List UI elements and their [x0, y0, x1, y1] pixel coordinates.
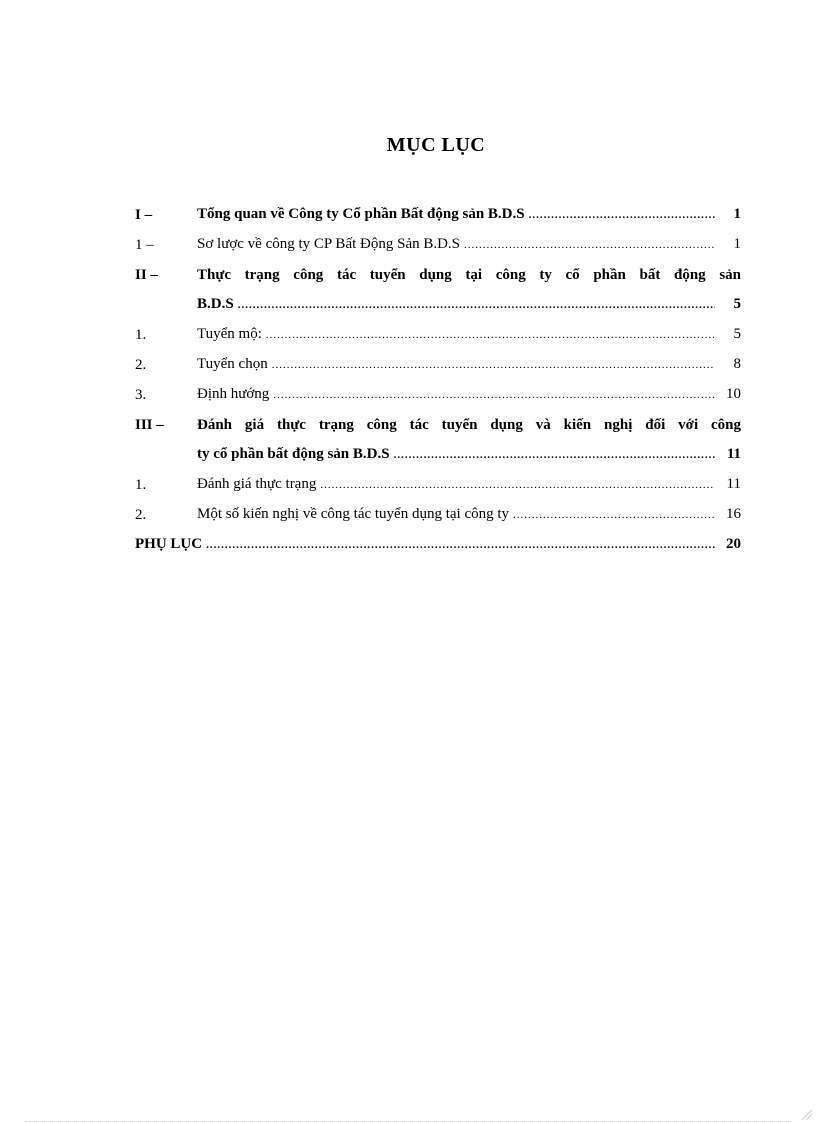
- toc-entry[interactable]: [135, 410, 741, 440]
- toc-entry-body: [197, 473, 741, 496]
- toc-entry-number: 1.: [135, 327, 147, 343]
- toc-entry-continuation[interactable]: [135, 290, 741, 320]
- toc-entry-body: [197, 293, 741, 316]
- toc-entry-text: Tổng quan về Công ty Cổ phần Bất động sản B.D.S: [197, 206, 525, 222]
- toc-entry-page: 16: [726, 506, 741, 522]
- toc-entry-number: 1.: [135, 477, 147, 493]
- toc-dot-leader: [266, 324, 715, 346]
- toc-entry-text: ty cổ phần bất động sản B.D.S: [197, 446, 390, 462]
- toc-entry[interactable]: [135, 470, 741, 500]
- toc-entry-body: [197, 414, 741, 436]
- toc-entry-text: Đánh giá thực trạng: [197, 476, 317, 492]
- toc-entry-text: Một số kiến nghị về công tác tuyển dụng tại công ty: [197, 506, 510, 522]
- toc-entry-number: I –: [135, 207, 153, 223]
- toc-entry-body: [197, 383, 741, 406]
- toc-entry-page: 20: [726, 536, 741, 552]
- toc-entry-text: Thực trạng công tác tuyển dụng tại công ty cổ phần bất động sản: [197, 267, 741, 283]
- toc-entry-text: PHỤ LỤC: [135, 536, 203, 552]
- toc-entry-page: 5: [733, 296, 741, 312]
- toc-entry-body: [135, 533, 741, 556]
- page-bottom-divider: [25, 1121, 791, 1122]
- toc-entry-page: 8: [733, 356, 741, 372]
- toc-entry-body: [197, 503, 741, 526]
- toc-entry-text: Định hướng: [197, 386, 270, 402]
- toc-entry-page: 1: [733, 206, 741, 222]
- toc-dot-leader: [394, 444, 715, 466]
- toc-entry-number: 2.: [135, 507, 147, 523]
- toc-entry-body: [197, 233, 741, 256]
- toc-entry[interactable]: [135, 350, 741, 380]
- toc-entry-body: [197, 203, 741, 226]
- corner-mark-icon: [802, 1110, 812, 1120]
- toc-dot-leader: [272, 354, 715, 376]
- toc-entry-number: 1 –: [135, 237, 154, 253]
- toc-entry-text: Đánh giá thực trạng công tác tuyển dụng và kiến nghị đối với công: [197, 417, 741, 433]
- toc-entry-number: 3.: [135, 387, 147, 403]
- toc-entry-text: Tuyển mộ:: [197, 326, 262, 342]
- toc-entry[interactable]: [135, 260, 741, 290]
- toc-entry-page: 11: [726, 446, 741, 462]
- toc-entry-body: [197, 264, 741, 286]
- toc-dot-leader: [513, 504, 715, 526]
- toc-entry-page: 5: [733, 326, 741, 342]
- toc-entry[interactable]: [135, 200, 741, 230]
- toc-entry-text: B.D.S: [197, 296, 234, 312]
- toc-entry-number: 2.: [135, 357, 147, 373]
- toc-entry[interactable]: [135, 380, 741, 410]
- toc-entry-page: 1: [733, 236, 741, 252]
- toc-entry-body: [197, 323, 741, 346]
- toc-entry-body: [197, 353, 741, 376]
- toc-entry-page: 10: [726, 386, 741, 402]
- toc-entry[interactable]: [135, 320, 741, 350]
- toc-entry-continuation[interactable]: [135, 440, 741, 470]
- toc-entry[interactable]: [135, 230, 741, 260]
- page-title: MỤC LỤC: [386, 134, 486, 156]
- toc-dot-leader: [273, 384, 715, 406]
- toc-entry[interactable]: [135, 500, 741, 530]
- toc-dot-leader: [238, 294, 715, 316]
- toc-entry-body: [197, 443, 741, 466]
- toc-entry-number: II –: [135, 267, 158, 283]
- toc-dot-leader: [320, 474, 715, 496]
- table-of-contents: [135, 200, 741, 560]
- toc-entry-text: Tuyển chọn: [197, 356, 268, 372]
- toc-entry-appendix[interactable]: [135, 530, 741, 560]
- toc-entry-page: 11: [726, 476, 741, 492]
- toc-entry-number: III –: [135, 417, 164, 433]
- toc-dot-leader: [206, 534, 715, 556]
- toc-dot-leader: [464, 234, 715, 256]
- toc-entry-text: Sơ lược về công ty CP Bất Động Sản B.D.S: [197, 236, 461, 252]
- toc-dot-leader: [529, 204, 715, 226]
